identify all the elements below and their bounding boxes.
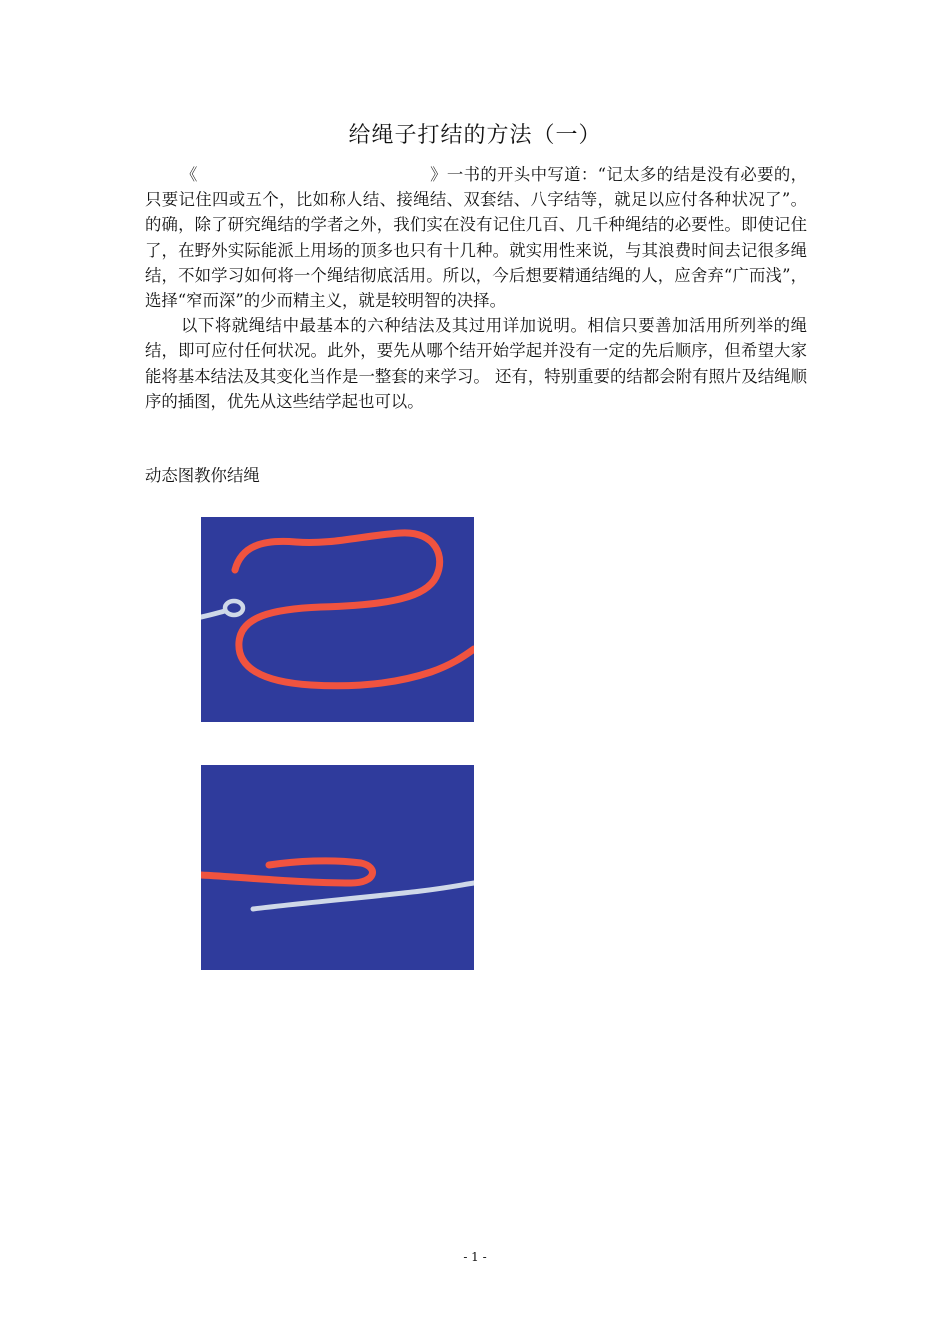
page-number: - 1 - <box>463 1250 487 1264</box>
section-subheading: 动态图教你结绳 <box>145 466 260 485</box>
paragraph-1 <box>145 162 807 313</box>
paragraph-2: 以下将就绳结中最基本的六种结法及其过用详加说明。相信只要善加活用所列举的绳结，即可应付任何状况。此外，要先从哪个结开始学起并没有一定的先后顺序，但希望大家能将基本结法及其变化当作是一整套的来学习。 还有，特别重要的结都会附有照片及结绳顺序的插图，优先从这些结学起也可以。 <box>145 316 807 411</box>
rope-illustration-2 <box>201 765 474 970</box>
rope-illustration-1 <box>201 517 474 722</box>
book-title-open-bracket: 《 <box>181 165 198 184</box>
paragraph-1-text: 》一书的开头中写道：“记太多的结是没有必要的，只要记住四或五个，比如称人结、接绳结、双套结、八字结等，就足以应付各种状况了”。的确，除了研究绳结的学者之外，我们实在没有记住几百、几千种绳结的必要性。即使记住了，在野外实际能派上用场的顶多也只有十几种。就实用性来说，与其浪费时间去记很多绳结，不如学习如何将一个绳结彻底活用。所以，今后想要精通结绳的人，应舍弃“广而浅”，选择“窄而深”的少而精主义，就是较明智的决择。 <box>145 165 807 311</box>
body-text <box>145 162 807 414</box>
document-title: 给绳子打结的方法（一） <box>348 123 602 148</box>
rope-knot-photo-2 <box>201 765 474 970</box>
rope-knot-photo-1 <box>201 517 474 722</box>
